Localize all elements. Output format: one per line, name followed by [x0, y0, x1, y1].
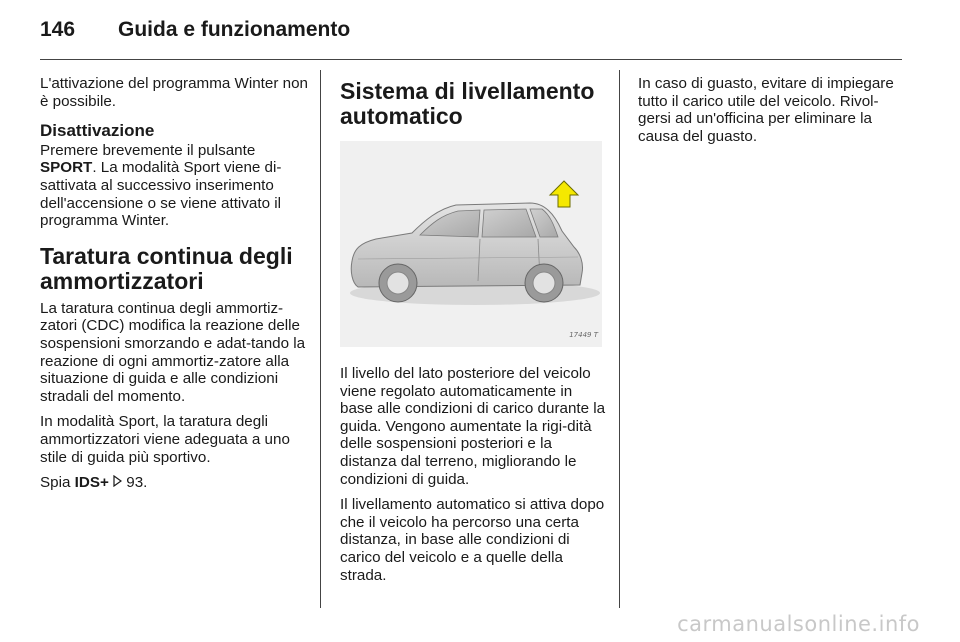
cdc-description: La taratura continua degli ammortiz-zatori (CDC) modifica la reazione delle sospensioni smorzando e adat-tando la reazione di ogni ammortiz-zatore alla situazione di guida e alle condizioni stradali del momento.: [40, 299, 306, 405]
leveling-activation: Il livellamento automatico si attiva dopo che il veicolo ha percorso una certa distanza, in base alle condizioni di carico del veicolo e a quelle della strada.: [340, 496, 605, 584]
page-number: 146: [40, 18, 76, 41]
figure-code: 17449 T: [569, 331, 598, 340]
ids-page-ref: 93.: [122, 474, 148, 492]
sport-button-label: SPORT: [40, 159, 93, 177]
column-3: [638, 75, 904, 153]
deactivation-text-post: . La modalità Sport viene di-sattivata al successivo inserimento dell'accensione o se viene attivato il programma Winter.: [40, 159, 282, 230]
deactivation-heading: Disattivazione: [40, 121, 155, 141]
column-divider-2: [619, 70, 620, 608]
ids-label: IDS+: [74, 474, 109, 492]
sport-mode-text: In modalità Sport, la taratura degli ammortizzatori viene adeguata a uno stile di guida più sportivo.: [40, 413, 290, 466]
section-title: Guida e funzionamento: [118, 18, 351, 41]
ids-reference-pre: Spia: [40, 474, 75, 492]
ids-reference: [40, 474, 308, 492]
watermark: carmanualsonline.info: [677, 612, 920, 636]
raise-arrow-icon: [550, 181, 578, 207]
column-divider-1: [320, 70, 321, 608]
failure-warning: In caso di guasto, evitare di impiegare tutto il carico utile del veicolo. Rivol-gersi ad un'officina per eliminare la causa del guasto.: [638, 75, 894, 145]
deactivation-text-pre: Premere brevemente il pulsante: [40, 141, 256, 159]
leveling-description: Il livello del lato posteriore del veicolo viene regolato automaticamente in base alle condizioni di carico durante la guida. Vengono aumentate la rigi-dità delle sospensioni posteriori e la distanza dal terreno, migliorando le condizioni di guida.: [340, 365, 606, 488]
header-rule: [40, 59, 902, 60]
car-leveling-figure: [340, 141, 602, 347]
deactivation-text: [40, 142, 308, 230]
page-ref-arrow: [113, 474, 122, 491]
column-1: [40, 75, 308, 500]
car-illustration: [340, 141, 602, 347]
winter-note: L'attivazione del programma Winter non è possibile.: [40, 75, 308, 110]
cdc-heading: Taratura continua degli ammortizzatori: [40, 242, 293, 294]
page-header: [40, 18, 350, 48]
leveling-heading: Sistema di livellamento automatico: [340, 78, 595, 129]
column-2: [340, 75, 606, 592]
